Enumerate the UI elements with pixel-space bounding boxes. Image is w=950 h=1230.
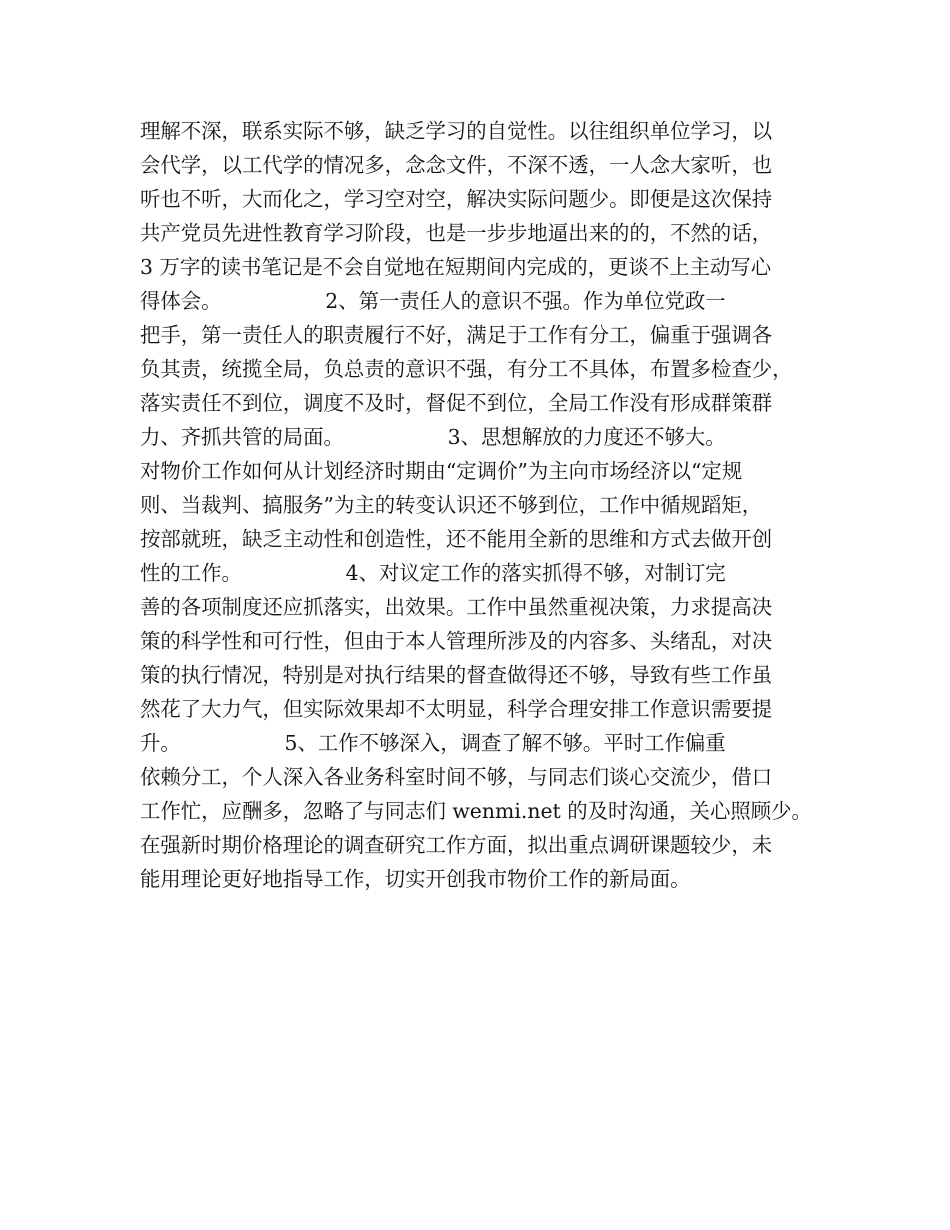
text-line: 性的工作。 4、对议定工作的落实抓得不够，对制订完 [140,561,726,585]
text-line: 工作忙，应酬多，忽略了与同志们 wenmi.net 的及时沟通，关心照顾少。 [140,799,812,823]
text-line: 按部就班，缺乏主动性和创造性，还不能用全新的思维和方式去做开创 [140,527,773,551]
text-line: 负其责，统揽全局，负总责的意识不强，有分工不具体，布置多检查少， [140,357,793,381]
text-line: 3 万字的读书笔记是不会自觉地在短期间内完成的，更谈不上主动写心 [140,255,772,279]
text-line: 升。 5、工作不够深入，调查了解不够。平时工作偏重 [140,731,726,755]
text-line: 得体会。 2、第一责任人的意识不强。作为单位党政一 [140,289,726,313]
text-line: 理解不深，联系实际不够，缺乏学习的自觉性。以往组织单位学习，以 [140,119,773,143]
text-line: 对物价工作如何从计划经济时期由“定调价”为主向市场经济以“定规 [140,459,743,483]
text-line: 能用理论更好地指导工作，切实开创我市物价工作的新局面。 [140,867,691,891]
text-line: 力、齐抓共管的局面。 3、思想解放的力度还不够大。 [140,425,726,449]
text-line: 共产党员先进性教育学习阶段，也是一步步地逼出来的的，不然的话， [140,221,773,245]
text-line: 则、当裁判、搞服务”为主的转变认识还不够到位，工作中循规蹈矩， [140,493,763,517]
text-line: 听也不听，大而化之，学习空对空，解决实际问题少。即便是这次保持 [140,187,773,211]
text-line: 在强新时期价格理论的调查研究工作方面，拟出重点调研课题较少，未 [140,833,773,857]
text-line: 然花了大力气，但实际效果却不太明显，科学合理安排工作意识需要提 [140,697,773,721]
text-line: 落实责任不到位，调度不及时，督促不到位，全局工作没有形成群策群 [140,391,773,415]
text-line: 把手，第一责任人的职责履行不好，满足于工作有分工，偏重于强调各 [140,323,773,347]
text-line: 会代学，以工代学的情况多，念念文件，不深不透，一人念大家听，也 [140,153,773,177]
text-line: 策的执行情况，特别是对执行结果的督查做得还不够，导致有些工作虽 [140,663,773,687]
text-line: 依赖分工，个人深入各业务科室时间不够，与同志们谈心交流少，借口 [140,765,773,789]
text-line: 策的科学性和可行性，但由于本人管理所涉及的内容多、头绪乱，对决 [140,629,773,653]
text-line: 善的各项制度还应抓落实，出效果。工作中虽然重视决策，力求提高决 [140,595,773,619]
body-text [140,114,830,896]
